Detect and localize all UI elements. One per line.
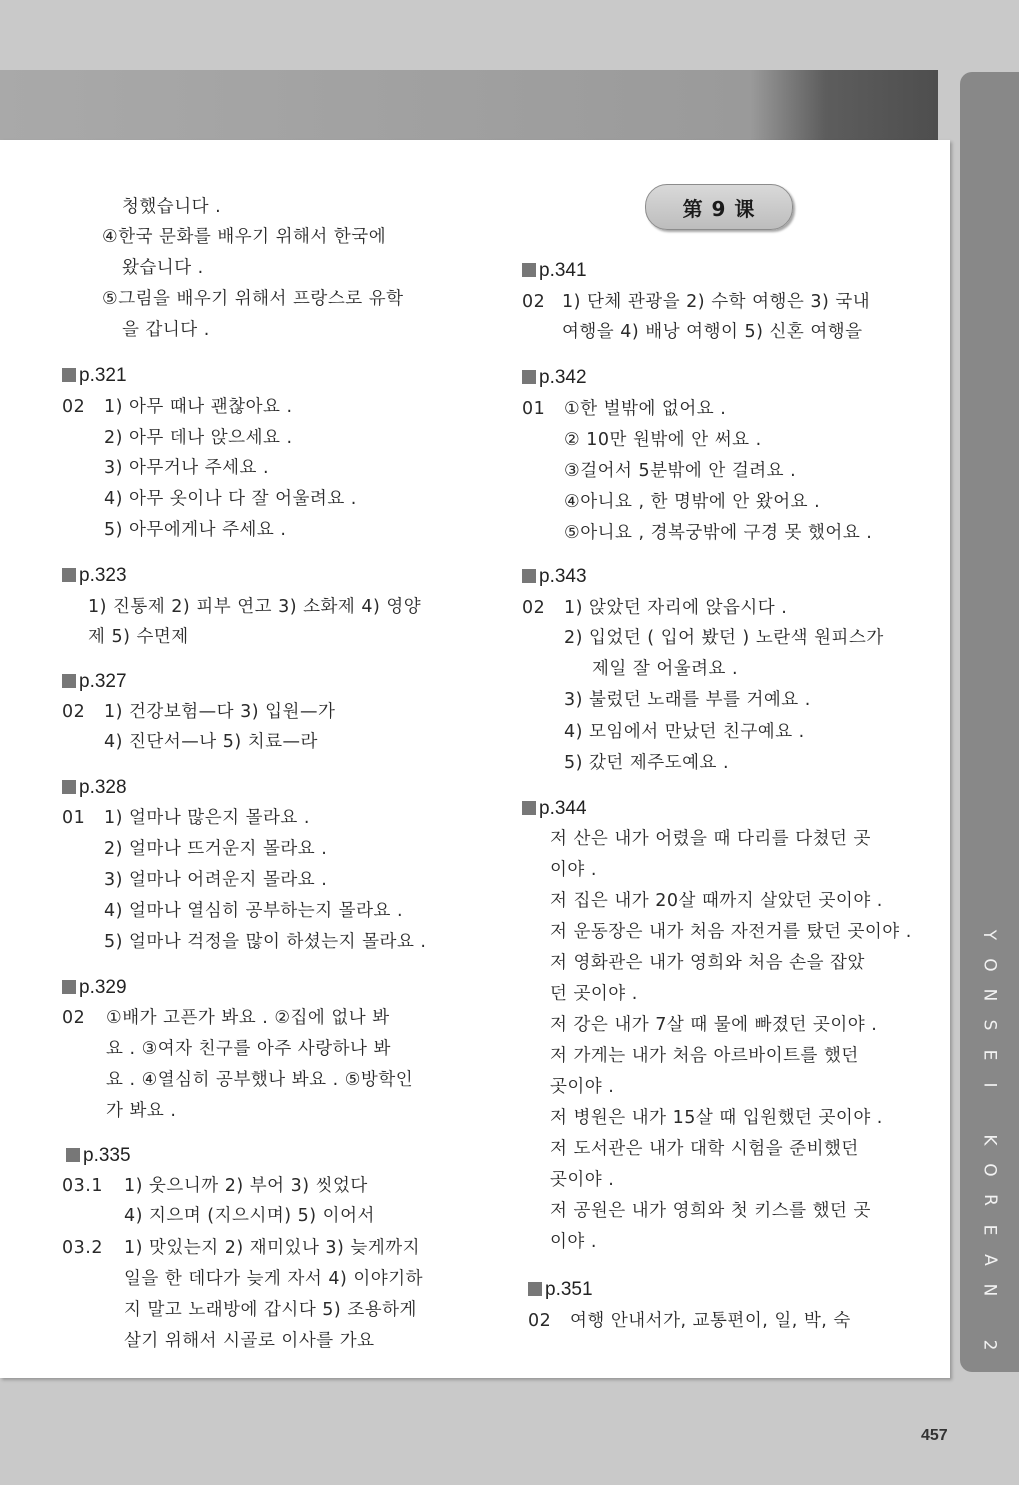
square-bullet-icon (62, 568, 76, 582)
text-line: 곳이야 . (550, 1077, 615, 1097)
side-tab-letter: E (979, 1049, 1000, 1061)
page-number: 457 (921, 1427, 948, 1444)
question-number: 02 (522, 292, 546, 312)
square-bullet-icon (522, 370, 536, 384)
text-line: 가 봐요 . (106, 1101, 177, 1121)
text-line: 4) 모임에서 만났던 친구예요 . (564, 722, 805, 742)
square-bullet-icon (62, 674, 76, 688)
text-line: 저 운동장은 내가 처음 자전거를 탔던 곳이야 . (550, 922, 912, 942)
text-line: ⑤그림을 배우기 위해서 프랑스로 유학 (102, 289, 404, 309)
question-number: 01 (522, 399, 546, 419)
answer-page (0, 140, 950, 1378)
side-tab-letter: Y (979, 929, 1000, 941)
square-bullet-icon (522, 801, 536, 815)
text-line: 제일 잘 어울려요 . (592, 659, 739, 679)
section-header-p343: p.343 (522, 565, 587, 589)
text-line: 3) 불렀던 노래를 부를 거예요 . (564, 690, 811, 710)
header-band (0, 70, 938, 140)
text-line: 요 . ④열심히 공부했나 봐요 . ⑤방학인 (106, 1070, 414, 1090)
text-line: 2) 아무 데나 앉으세요 . (104, 428, 293, 448)
text-line: 저 도서관은 내가 대학 시험을 준비했던 (550, 1139, 859, 1159)
question-number: 02 (528, 1311, 552, 1331)
text-line: 일을 한 데다가 늦게 자서 4) 이야기하 (124, 1269, 424, 1289)
side-tab-label (960, 920, 1019, 1360)
text-line: 곳이야 . (550, 1170, 615, 1190)
text-line: 1) 진통제 2) 피부 연고 3) 소화제 4) 영양 (88, 597, 422, 617)
text-line: 3) 얼마나 어려운지 몰라요 . (104, 870, 328, 890)
side-tab-letter: I (979, 1082, 1000, 1088)
text-line: ①배가 고픈가 봐요 . ②집에 없나 봐 (106, 1008, 390, 1028)
text-line: 청했습니다 . (122, 197, 222, 217)
text-line: 저 집은 내가 20살 때까지 살았던 곳이야 . (550, 891, 883, 911)
side-tab-letter: S (979, 1019, 1000, 1031)
section-header-p321: p.321 (62, 364, 127, 388)
text-line: ④한국 문화를 배우기 위해서 한국에 (102, 227, 387, 247)
question-number: 03.2 (62, 1238, 103, 1258)
text-line: ⑤아니요 , 경복궁밖에 구경 못 했어요 . (564, 523, 873, 543)
text-line: 1) 아무 때나 괜찮아요 . (104, 397, 293, 417)
side-tab-letter: E (979, 1224, 1000, 1236)
text-line: 2) 입었던 ( 입어 봤던 ) 노란색 원피스가 (564, 628, 884, 648)
square-bullet-icon (522, 569, 536, 583)
text-line: 왔습니다 . (122, 258, 204, 278)
text-line: ② 10만 원밖에 안 써요 . (564, 430, 762, 450)
question-number: 01 (62, 808, 86, 828)
section-header-p323: p.323 (62, 564, 127, 588)
question-number: 02 (62, 702, 86, 722)
side-tab-letter: O (979, 958, 1000, 972)
text-line: ③걸어서 5분밖에 안 걸려요 . (564, 461, 797, 481)
text-line: 을 갑니다 . (122, 320, 210, 340)
text-line: 5) 얼마나 걱정을 많이 하셨는지 몰라요 . (104, 932, 427, 952)
text-line: 3) 아무거나 주세요 . (104, 458, 270, 478)
section-header-p327: p.327 (62, 670, 127, 694)
text-line: 제 5) 수면제 (88, 627, 189, 647)
text-line: 1) 단체 관광을 2) 수학 여행은 3) 국내 (562, 292, 871, 312)
section-header-p335: p.335 (66, 1144, 131, 1168)
text-line: ①한 벌밖에 없어요 . (564, 399, 727, 419)
side-tab-letter: R (979, 1194, 1000, 1206)
side-tab-letter: N (979, 988, 1000, 1002)
text-line: 4) 얼마나 열심히 공부하는지 몰라요 . (104, 901, 404, 921)
text-line: 저 병원은 내가 15살 때 입원했던 곳이야 . (550, 1108, 883, 1128)
text-line: 살기 위해서 시골로 이사를 가요 (124, 1331, 375, 1351)
section-header-p342: p.342 (522, 366, 587, 390)
square-bullet-icon (528, 1282, 542, 1296)
text-line: 저 강은 내가 7살 때 물에 빠졌던 곳이야 . (550, 1015, 878, 1035)
square-bullet-icon (62, 980, 76, 994)
text-line: 4) 아무 옷이나 다 잘 어울려요 . (104, 489, 357, 509)
text-line: 5) 아무에게나 주세요 . (104, 520, 287, 540)
text-line: 요 . ③여자 친구를 아주 사랑하나 봐 (106, 1039, 391, 1059)
text-line: 저 영화관은 내가 영희와 처음 손을 잡았 (550, 953, 865, 973)
question-number: 03.1 (62, 1176, 103, 1196)
text-line: 1) 얼마나 많은지 몰라요 . (104, 808, 310, 828)
text-line: 4) 지으며 (지으시며) 5) 이어서 (124, 1206, 375, 1226)
side-tab-letter: 2 (979, 1339, 1000, 1351)
section-header-p329: p.329 (62, 976, 127, 1000)
side-tab-letter: N (979, 1283, 1000, 1297)
text-line: 여행을 4) 배낭 여행이 5) 신혼 여행을 (562, 322, 863, 342)
section-header-p351: p.351 (528, 1278, 593, 1302)
text-line: 5) 갔던 제주도예요 . (564, 753, 730, 773)
text-line: 지 말고 노래방에 갑시다 5) 조용하게 (124, 1300, 417, 1320)
section-header-p344: p.344 (522, 797, 587, 821)
text-line: 저 공원은 내가 영희와 첫 키스를 했던 곳 (550, 1201, 871, 1221)
section-header-p328: p.328 (62, 776, 127, 800)
square-bullet-icon (522, 263, 536, 277)
text-line: 1) 건강보험—다 3) 입원—가 (104, 702, 336, 722)
text-line: 이야 . (550, 1232, 597, 1252)
square-bullet-icon (62, 368, 76, 382)
square-bullet-icon (62, 780, 76, 794)
text-line: 던 곳이야 . (550, 984, 638, 1004)
side-tab-letter: O (979, 1163, 1000, 1177)
question-number: 02 (522, 598, 546, 618)
section-header-p341: p.341 (522, 259, 587, 283)
lesson-badge: 第 9 课 (645, 184, 793, 230)
text-line: 4) 진단서—나 5) 치료—라 (104, 732, 318, 752)
text-line: 저 가게는 내가 처음 아르바이트를 했던 (550, 1046, 859, 1066)
question-number: 02 (62, 1008, 86, 1028)
text-line: ④아니요 , 한 명밖에 안 왔어요 . (564, 492, 821, 512)
text-line: 여행 안내서가, 교통편이, 일, 박, 숙 (570, 1311, 851, 1331)
square-bullet-icon (66, 1148, 80, 1162)
text-line: 이야 . (550, 860, 597, 880)
text-line: 1) 웃으니까 2) 부어 3) 씻었다 (124, 1176, 368, 1196)
text-line: 1) 앉았던 자리에 앉읍시다 . (564, 598, 788, 618)
text-line: 저 산은 내가 어렸을 때 다리를 다쳤던 곳 (550, 829, 871, 849)
question-number: 02 (62, 397, 86, 417)
side-tab-letter: K (979, 1134, 1000, 1146)
side-tab-letter: A (979, 1254, 1000, 1266)
text-line: 2) 얼마나 뜨거운지 몰라요 . (104, 839, 328, 859)
text-line: 1) 맛있는지 2) 재미있나 3) 늦게까지 (124, 1238, 421, 1258)
